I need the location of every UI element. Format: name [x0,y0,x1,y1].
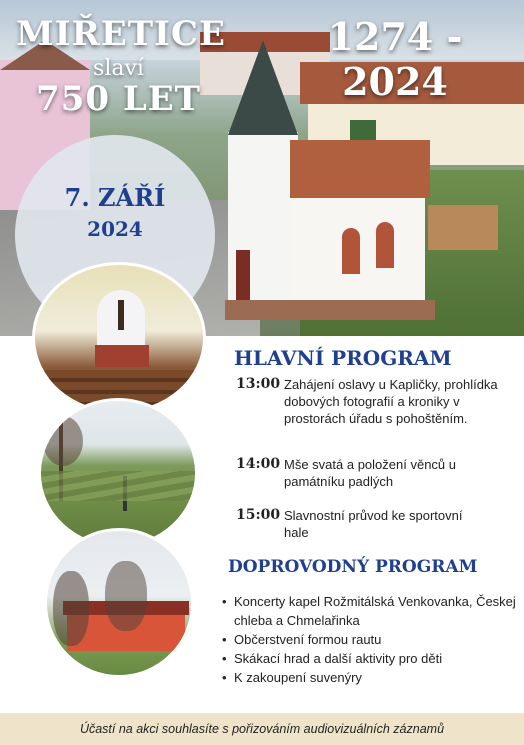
chapel-base [225,300,435,320]
photo-sports-hall [44,528,194,678]
playground [428,205,498,250]
program-text: Zahájení oslavy u Kapličky, prohlídka dobových fotografií a kroniky v prostorách úřadu s pohoštěním. [284,377,498,426]
chapel-window-2 [376,222,394,268]
program-time: 14:00 [236,456,281,472]
house-right-window [350,120,376,140]
side-program-heading: DOPROVODNÝ PROGRAM [228,557,478,577]
tree-middle [105,561,147,631]
list-item: • Občerstvení formou rautu [220,630,520,649]
program-time: 15:00 [236,507,281,523]
chapel-nave-roof [290,140,430,198]
photo-chapel-interior [32,262,206,414]
altar-table [95,345,149,367]
side-program-list [220,592,520,687]
footer-notice: Účastí na akci souhlasíte s pořizováním audiovizuálních záznamů [0,713,524,745]
main-program-heading: HLAVNÍ PROGRAM [234,346,452,370]
tree-left [53,571,89,646]
field-stripes [41,471,198,501]
list-item: • K zakoupení suvenýry [220,668,520,687]
event-day-month: 7. ZÁŘÍ [64,183,166,212]
chapel-window-1 [342,228,360,274]
years-range: 1274 - 2024 [327,14,463,104]
list-item: • Koncerty kapel Rožmitálská Venkovanka, Českej chleba a Chmelařinka [220,592,520,630]
program-text: Slavnostní průvod ke sportovní hale [284,508,463,540]
tree-crown [43,416,83,466]
title-block [16,14,226,119]
anniversary-text: 750 LET [36,79,201,119]
photo-memorial-field [38,398,198,548]
program-time: 13:00 [236,376,281,392]
celebrates-text: slaví [93,56,144,81]
village-name: MIŘETICE [16,14,226,54]
chapel-door [236,250,250,302]
program-text: Mše svatá a položení věnců u památníku padlých [284,457,456,489]
event-year: 2024 [87,217,143,241]
altar-cross-icon [118,300,124,330]
list-item: • Skákací hrad a další aktivity pro děti [220,649,520,668]
